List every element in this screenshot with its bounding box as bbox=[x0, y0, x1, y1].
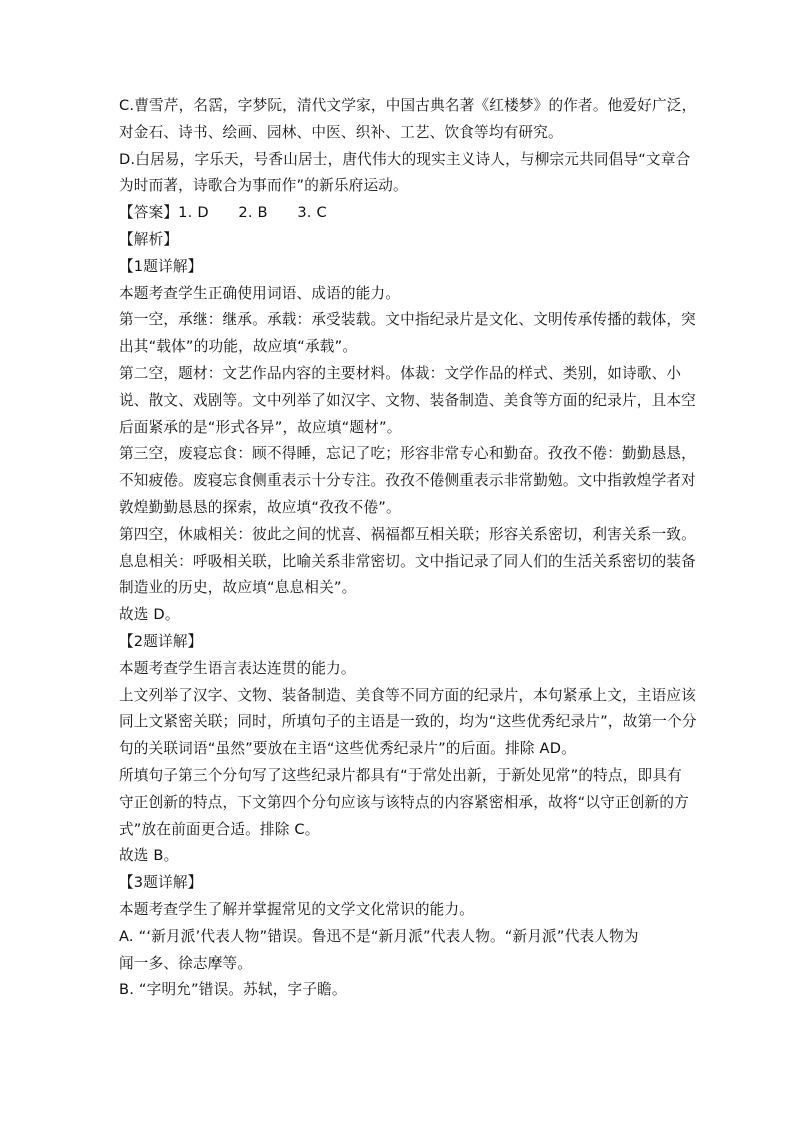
text-line: 所填句子第三个分句写了这些纪录片都具有“于常处出新，于新处见常”的特点，即具有 bbox=[119, 766, 682, 784]
text-line: A. “‘新月派’代表人物”错误。鲁迅不是“新月派”代表人物。“新月派”代表人物为 bbox=[119, 927, 639, 945]
section-heading: 【解析】 bbox=[119, 230, 179, 248]
text-line: C.曹雪芹，名霑，字梦阮，清代文学家，中国古典名著《红楼梦》的作者。他爱好广泛， bbox=[119, 97, 697, 114]
text-line: 息息相关：呼吸相关联，比喻关系非常密切。文中指记录了同人们的生活关系密切的装备 bbox=[119, 552, 696, 570]
text-line: 闻一多、徐志摩等。 bbox=[119, 954, 253, 972]
section-heading: 【2题详解】 bbox=[119, 632, 203, 650]
text-line: B. “字明允”错误。苏轼，字子瞻。 bbox=[119, 981, 347, 999]
text-line: 式”放在前面更合适。排除 C。 bbox=[119, 820, 320, 838]
text-line: 本题考查学生正确使用词语、成语的能力。 bbox=[119, 284, 401, 302]
text-line: 敦煌勤勤恳恳的探索，故应填“孜孜不倦”。 bbox=[119, 498, 401, 516]
text-line: 本题考查学生了解并掌握常见的文学文化常识的能力。 bbox=[119, 900, 475, 918]
text-line: 守正创新的特点，下文第四个分句应该与该特点的内容紧密相承，故将“以守正创新的方 bbox=[119, 793, 689, 811]
text-line: 不知疲倦。废寝忘食侧重表示十分专注。孜孜不倦侧重表示非常勤勉。文中指敦煌学者对 bbox=[119, 472, 696, 490]
text-line: 后面紧承的是“形式各异”，故应填“题材”。 bbox=[119, 418, 402, 436]
text-line: 故选 B。 bbox=[119, 847, 179, 865]
text-line: 第二空，题材：文艺作品内容的主要材料。体裁：文学作品的样式、类别，如诗歌、小 bbox=[119, 364, 682, 382]
text-line: D.白居易，字乐天，号香山居士，唐代伟大的现实主义诗人，与柳宗元共同倡导“文章合 bbox=[119, 150, 691, 168]
section-heading: 【3题详解】 bbox=[119, 874, 203, 892]
text-line: 上文列举了汉字、文物、装备制造、美食等不同方面的纪录片，本句紧承上文，主语应该 bbox=[119, 686, 696, 704]
answer-line: 【答案】1. D 2. B 3. C bbox=[119, 204, 327, 222]
text-line: 第四空，休戚相关：彼此之间的忧喜、祸福都互相关联；形容关系密切，利害关系一致。 bbox=[119, 525, 696, 543]
text-line: 说、散文、戏剧等。文中列举了如汉字、文物、装备制造、美食等方面的纪录片，且本空 bbox=[119, 391, 696, 409]
text-line: 第三空，废寝忘食：顾不得睡，忘记了吃；形容非常专心和勤奋。孜孜不倦：勤勤恳恳， bbox=[119, 445, 696, 463]
text-line: 句的关联词语“虽然”要放在主语“这些优秀纪录片”的后面。排除 AD。 bbox=[119, 740, 576, 758]
text-line: 同上文紧密关联；同时，所填句子的主语是一致的，均为“这些优秀纪录片”，故第一个分 bbox=[119, 713, 697, 731]
document-body bbox=[119, 93, 697, 1004]
text-line: 制造业的历史，故应填“息息相关”。 bbox=[119, 579, 357, 597]
section-heading: 【1题详解】 bbox=[119, 257, 203, 275]
text-line: 第一空，承继：继承。承载：承受装载。文中指纪录片是文化、文明传承传播的载体，突 bbox=[119, 311, 696, 329]
text-line: 对金石、诗书、绘画、园林、中医、织补、工艺、饮食等均有研究。 bbox=[119, 123, 563, 141]
text-line: 出其“载体”的功能，故应填“承载”。 bbox=[119, 338, 358, 356]
text-line: 本题考查学生语言表达连贯的能力。 bbox=[119, 659, 356, 677]
text-line: 为时而著，诗歌合为事而作”的新乐府运动。 bbox=[119, 177, 408, 195]
text-line: 故选 D。 bbox=[119, 606, 180, 624]
